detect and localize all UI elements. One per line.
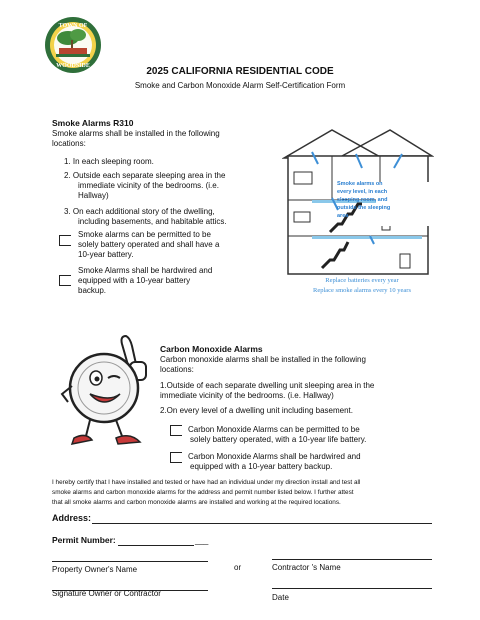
smoke-battery-line: 10-year battery. [78, 250, 134, 259]
smoke-item-2 [64, 171, 274, 201]
logo-text-bottom: WOODSIDE [56, 63, 90, 69]
smoke-heading: Smoke Alarms R310 [52, 118, 134, 128]
signature-label: Signature Owner or Contractor [52, 589, 161, 598]
smoke-hardwired-checkbox[interactable] [59, 275, 71, 286]
date-field[interactable] [272, 588, 432, 589]
co-hardwired-line: equipped with a 10-year battery backup. [190, 462, 333, 471]
diagram-caption-replace: Replace smoke alarms every 10 years [312, 287, 411, 294]
date-label: Date [272, 593, 289, 602]
diagram-note-line: sleeping room, and [337, 197, 388, 203]
permit-number-tail: ___ [195, 536, 209, 545]
smoke-hardwired-line: Smoke Alarms shall be hardwired and [78, 266, 213, 275]
contractor-name-field[interactable] [272, 559, 432, 560]
diagram-caption-batteries: Replace batteries every year [325, 277, 399, 284]
smoke-hardwired-line: backup. [78, 286, 107, 295]
co-hardwired-text [188, 452, 438, 472]
contractor-name-label: Contractor 's Name [272, 563, 341, 572]
co-item-1-line: immediate vicinity of the bedrooms. (i.e. Hallway) [160, 391, 334, 400]
co-item-1-line: 1.Outside of each separate dwelling unit sleeping area in the [160, 381, 375, 390]
page-subtitle: Smoke and Carbon Monoxide Alarm Self-Certification Form [134, 81, 346, 90]
diagram-note-line: every level, in each [337, 189, 388, 195]
smoke-hardwired-line: equipped with a 10-year battery [78, 276, 191, 285]
co-heading: Carbon Monoxide Alarms [160, 344, 263, 354]
certification-line: smoke alarms and carbon monoxide alarms for the address and permit number listed below. I further attest [52, 489, 354, 496]
certification-line: I hereby certify that I have installed and tested or have had an individual under my direction install and test all [52, 479, 361, 486]
co-battery-line: Carbon Monoxide Alarms can be permitted to be [188, 425, 360, 434]
smoke-item-2-line: Hallway) [78, 191, 109, 200]
smoke-item-3 [64, 207, 279, 227]
co-battery-line: solely battery operated, with a 10-year life battery. [190, 435, 367, 444]
diagram-note [337, 180, 433, 220]
smoke-battery-text [78, 230, 278, 260]
smoke-item-2-line: 2. Outside each separate sleeping area in the [64, 171, 226, 180]
smoke-intro-line: Smoke alarms shall be installed in the following [52, 129, 220, 138]
co-hardwired-line: Carbon Monoxide Alarms shall be hardwired and [188, 452, 361, 461]
co-intro [160, 355, 430, 375]
smoke-hardwired-text [78, 266, 278, 296]
co-intro-line: locations: [160, 365, 194, 374]
co-hardwired-checkbox[interactable] [170, 452, 182, 463]
co-intro-line: Carbon monoxide alarms shall be installed in the following [160, 355, 366, 364]
logo-text-top: TOWN OF [58, 23, 88, 29]
smoke-intro-line: locations: [52, 139, 86, 148]
address-field[interactable] [92, 523, 432, 524]
smoke-intro [52, 129, 272, 149]
diagram-note-line: Smoke alarms on [337, 181, 383, 187]
co-battery-text [188, 425, 438, 445]
permit-number-field[interactable] [118, 545, 194, 546]
or-label: or [234, 563, 242, 572]
co-item-2: 2.On every level of a dwelling unit including basement. [160, 406, 353, 415]
smoke-item-3-line: 3. On each additional story of the dwelling, [64, 207, 215, 216]
certification-line: that all smoke alarms and carbon monoxide alarms are installed and working at the required locations. [52, 499, 341, 506]
smoke-battery-line: solely battery operated and shall have a [78, 240, 220, 249]
address-label: Address: [52, 513, 92, 523]
property-owner-name-field[interactable] [52, 561, 208, 562]
smoke-item-1: 1. In each sleeping room. [64, 157, 154, 166]
smoke-battery-line: Smoke alarms can be permitted to be [78, 230, 211, 239]
property-owner-name-label: Property Owner's Name [52, 565, 138, 574]
page-title: 2025 CALIFORNIA RESIDENTIAL CODE [146, 66, 334, 77]
smoke-item-3-line: including basements, and habitable attics. [78, 217, 227, 226]
co-battery-checkbox[interactable] [170, 425, 182, 436]
smoke-battery-checkbox[interactable] [59, 235, 71, 246]
permit-number-label: Permit Number: [52, 535, 116, 545]
smoke-item-2-line: immediate vicinity of the bedrooms. (i.e. [78, 181, 219, 190]
certification-statement [52, 478, 452, 508]
smoke-alarm-mascot-image [60, 330, 160, 452]
diagram-note-line: outside the sleeping [337, 205, 391, 211]
diagram-note-line: area [337, 213, 349, 219]
co-item-1 [160, 381, 435, 401]
